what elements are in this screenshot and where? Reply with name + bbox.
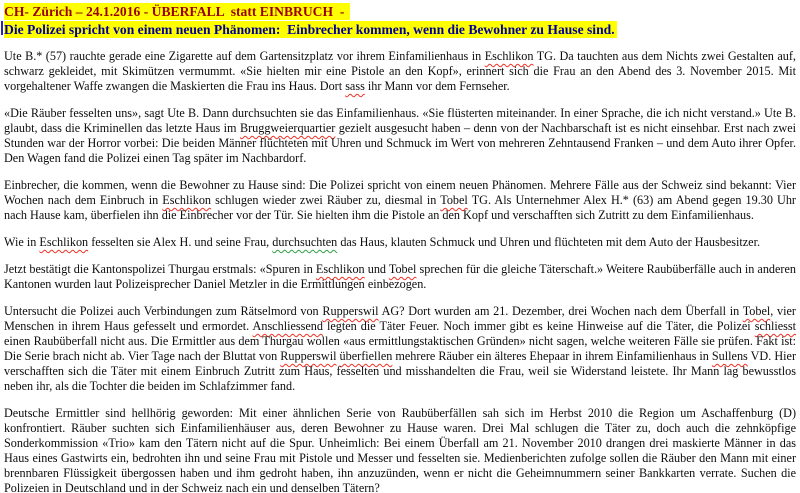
text-run: mehrere Räuber ein älteres Ehepaar in ihrem Einfamilienhaus in <box>392 349 712 363</box>
text-run: in Deutschland und in der Schweiz nach ein und denselben Tätern? <box>49 481 380 493</box>
text-run: schlugen wieder zwei Räuber zu, diesmal in <box>211 193 441 207</box>
misspelled-word: Tobel <box>742 304 771 318</box>
misspelled-word: Rupperswil <box>322 304 379 318</box>
text-run: , vier Menschen in ihrem Haus gefesselt und ermordet. <box>4 304 796 333</box>
text-run: fesselten sie Alex H. und seine Frau, <box>88 235 273 249</box>
misspelled-word: Sullens <box>711 349 748 363</box>
paragraph <box>4 406 796 493</box>
paragraph <box>4 49 796 94</box>
paragraph <box>4 178 796 223</box>
misspelled-word: schliesst <box>754 319 797 333</box>
text-run: Wie in <box>4 235 40 249</box>
text-run: und <box>364 262 389 276</box>
paragraph <box>4 235 796 250</box>
text-caret <box>1 21 3 35</box>
text-run: Einbrecher, die kommen, wenn die Bewohner zu Hause sind: Die Polizei spricht von einem neuen Phänomen. Mehrere Fälle aus der Schweiz sind bekannt: Vier Wochen nach dem Einbruch in <box>4 178 796 207</box>
misspelled-word: Tobel <box>388 262 417 276</box>
text-run: ihr Mann vor dem Fernseher. <box>364 79 510 93</box>
misspelled-word: Bruggweierquartier <box>239 121 336 135</box>
misspelled-word: Eschlikon <box>39 235 89 249</box>
text-run: TG. Da tauchten aus dem Nichts zwei Gestalten auf, schwarz gekleidet, mit Skimützen vermummt. «Sie hielten mir eine Pistole an den Kopf», erinnert sich die Frau an den Abend des 3. November 2015. Mit vorgehaltener Waffe zwangen die Maskierten die Frau ins Haus. Dort <box>4 49 796 93</box>
text-run: Ute B.* (57) rauchte gerade eine Zigarette auf dem Gartensitzplatz vor ihrem Einfamilienhaus in <box>4 49 485 63</box>
grammar-flagged-word: durchsuchten <box>272 235 338 249</box>
text-run: Untersucht die Polizei auch Verbindungen zum Rätselmord von <box>4 304 323 318</box>
text-run: legten die Täter Feuer. Noch immer gibt es keine Hinweise auf die Täter, die Polizei <box>322 319 755 333</box>
text-run: das Haus, klauten Schmuck und Uhren und flüchteten mit dem Auto der Hausbesitzer. <box>337 235 761 249</box>
misspelled-word: Anschliessend <box>252 319 323 333</box>
text-run: gezielt ausgesucht haben – denn von der Nachbarschaft ist es nicht einsehbar. Erst nach zwei Stunden war der Horror vorbei: Die beiden Männer flüchteten mit Uhren und Schmuck im Wert von mehreren Zehntausend Franken – und dem Auto ihrer Opfer. Den Wagen fand die Polizei einen Tag später im Nachbardorf. <box>4 121 797 165</box>
headline-line1: CH- Zürich – 24.1.2016 - ÜBERFALL statt EINBRUCH - <box>4 4 348 19</box>
text-run: TG. Als Unternehmer Alex H.* (63) am Abend gegen 19.30 Uhr nach Hause kam, überfielen ihn die Einbrecher vor der Tür. Sie hielten ihm die Pistole an den Kopf und verschafften sich Zutritt zu dem Einfamilienhaus. <box>4 193 796 222</box>
text-run: sprechen für die gleiche Täterschaft.» Weitere Raubüberfälle auch in anderen Kantonen wurden laut Polizeisprecher Daniel Metzler in die Ermittlungen einbezogen. <box>4 262 796 291</box>
text-run: AG? Dort wurden am 21. Dezember, drei Wochen nach dem Überfall in <box>378 304 743 318</box>
headline-line2: Die Polizei spricht von einem neuen Phänomen: Einbrecher kommen, wenn die Bewohner zu Hause sind. <box>4 22 615 37</box>
misspelled-word: sass <box>345 79 365 93</box>
paragraph <box>4 106 796 166</box>
misspelled-word: Eschlikon <box>162 193 212 207</box>
paragraph <box>4 304 796 394</box>
misspelled-word: Eschlikon <box>484 49 534 63</box>
misspelled-word: Rupperswil <box>280 349 337 363</box>
text-run: einen Raubüberfall nicht aus. Die Ermittler aus dem Thurgau wollen «aus ermittlungstaktischen Gründen» nicht sagen, welche weiteren Fälle sie prüfen. Fakt ist: Die Serie brach nicht ab. Vier Tage nach der Bluttat von <box>4 334 796 363</box>
article-headline <box>4 3 796 39</box>
misspelled-word: Tobel <box>440 193 468 207</box>
misspelled-word: Polizeien <box>4 481 50 493</box>
paragraph <box>4 262 796 292</box>
text-run: VD. Hier verschafften sich die Täter mit einem Einbruch Zutritt zum Haus, fesselten und misshandelten die Frau, weil sie Widerstand leistete. Ihr Mann lag bewusstlos neben ihr, als die Tochter die beiden im Schlafzimmer fand. <box>4 349 796 393</box>
text-run: Jetzt bestätigt die Kantonspolizei Thurgau erstmals: «Spuren in <box>4 262 316 276</box>
article-body <box>4 49 796 493</box>
misspelled-word: Eschlikon <box>315 262 365 276</box>
text-run: «Die Räuber fesselten uns», sagt Ute B. Dann durchsuchten sie das Einfamilienhaus. «Sie flüsterten miteinander. In einer Sprache, die ich nicht verstand.» Ute B. glaubt, dass die Kriminellen das letzte Haus im <box>4 106 796 135</box>
misspelled-word: überfiellen <box>339 349 393 363</box>
text-run: Deutsche Ermittler sind hellhörig geworden: Mit einer ähnlichen Serie von Raubüberfällen sah sich im Herbst 2010 die Region um Aschaffenburg (D) konfrontiert. Räuber suchten sich Einfamilienhäuser aus, deren Bewohner zu Hause waren. Drei Mal schlugen die Täter zu, doch auch die zehnköpfige Sonderkommission «Trio» kam den Tätern nicht auf die Spur. Unheimlich: Bei einem Überfall am 21. November 2010 drangen drei maskierte Männer in das Haus eines Gastwirts ein, bedrohten ihn und seine Frau mit Pistole und Messer und fesselten sie. Medienberichten zufolge sollen die Räuber den Mann mit einer brennbaren Flüssigkeit übergossen haben und ihm gedroht haben, ihn anzuzünden, wenn er nicht die Geheimnummern seiner Bankkarten verrate. Suchen die <box>4 406 796 480</box>
